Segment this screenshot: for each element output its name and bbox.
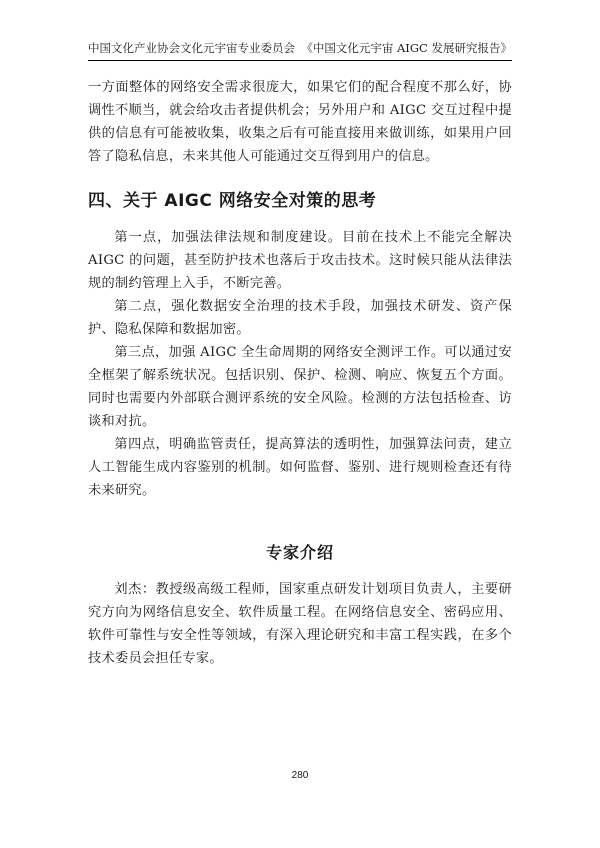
- section-paragraph-1: 第一点，加强法律法规和制度建设。目前在技术上不能完全解决 AIGC 的问题，甚至防护技术也落后于攻击技术。这时候只能从法律法规的制约管理上入手，不断完善。: [88, 230, 512, 291]
- expert-bio: 刘杰：教授级高级工程师，国家重点研发计划项目负责人，主要研究方向为网络信息安全、软件质量工程。在网络信息安全、密码应用、软件可靠性与安全性等领域，有深入理论研究和丰富工程实践，在多个技术委员会担任专家。: [88, 582, 512, 666]
- intro-block: [88, 76, 512, 168]
- section-paragraph-3: 第三点，加强 AIGC 全生命周期的网络安全测评工作。可以通过安全框架了解系统状况。包括识别、保护、检测、响应、恢复五个方面。同时也需要内外部联合测评系统的安全风险。检测的方法包括检查、访谈和对抗。: [88, 345, 512, 429]
- page-number: 280: [291, 770, 309, 781]
- expert-body: [88, 578, 512, 670]
- section-heading: 四、关于 AIGC 网络安全对策的思考: [88, 191, 377, 211]
- expert-title: 专家介绍: [265, 543, 334, 562]
- section-paragraph-4: 第四点，明确监管责任，提高算法的透明性，加强算法问责，建立人工智能生成内容鉴别的机制。如何监督、鉴别、进行规则检查还有待未来研究。: [88, 437, 512, 498]
- section-paragraph-2: 第二点，强化数据安全治理的技术手段，加强技术研发、资产保护、隐私保障和数据加密。: [88, 299, 512, 337]
- intro-paragraph: 一方面整体的网络安全需求很庞大，如果它们的配合程度不那么好，协调性不顺当，就会给攻击者提供机会；另外用户和 AIGC 交互过程中提供的信息有可能被收集，收集之后有可能直接用来做训练，如果用户回答了隐私信息，未来其他人可能通过交互得到用户的信息。: [88, 80, 512, 164]
- header-organization: 中国文化产业协会文化元宇宙专业委员会: [88, 41, 295, 55]
- page-header: [88, 38, 512, 61]
- header-report-title: 《中国文化元宇宙 AIGC 发展研究报告》: [301, 41, 512, 55]
- section-body: [88, 226, 512, 502]
